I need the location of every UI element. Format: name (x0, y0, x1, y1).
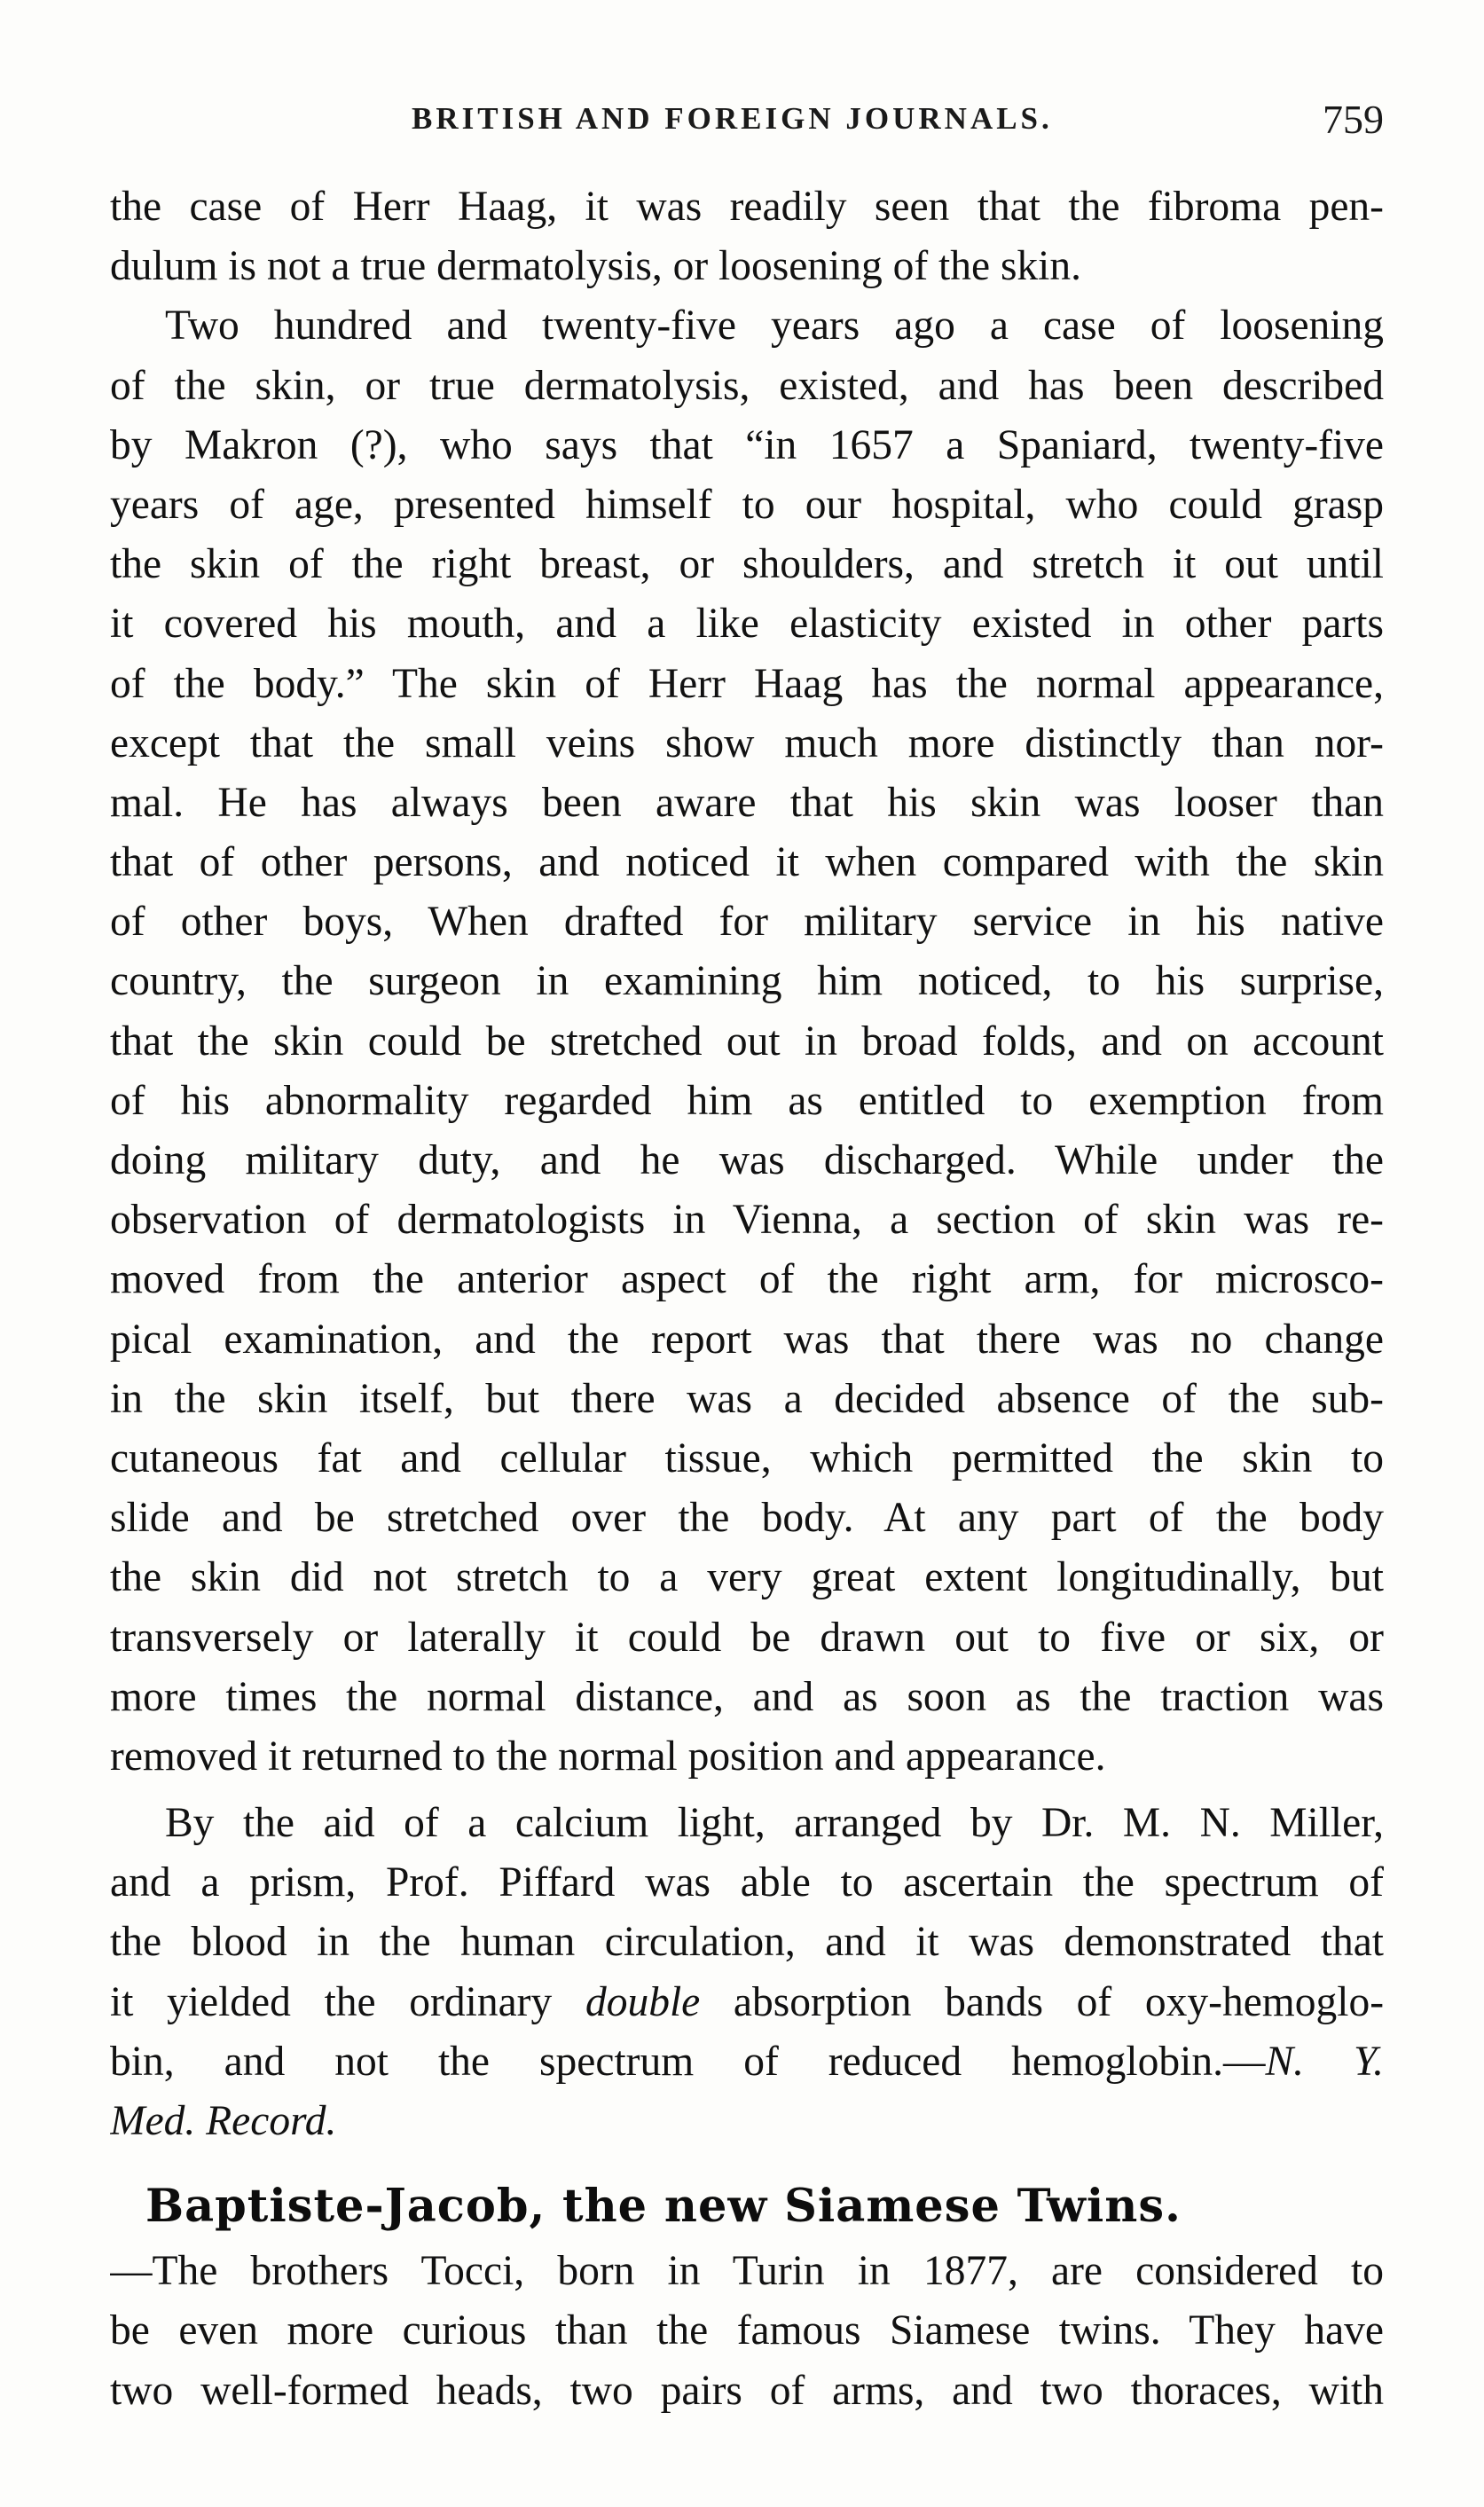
text-line: of the body.” The skin of Herr Haag has the normal appearance, (110, 660, 1384, 707)
text-line: of other boys, When drafted for military service in his native (110, 899, 1384, 946)
text-segment: bin, and not the spectrum of reduced hemoglobin.— (110, 2038, 1266, 2085)
text-line: two well-formed heads, two pairs of arms, and two thoraces, with (110, 2367, 1384, 2414)
text-line: mal. He has always been aware that his skin was looser than (110, 779, 1384, 826)
running-head (110, 96, 1384, 149)
text-line: the case of Herr Haag, it was readily seen that the fibroma pen- (110, 184, 1384, 230)
text-line: of his abnormality regarded him as entitled to exemption from (110, 1077, 1384, 1124)
text-segment: it yielded the ordinary (110, 1978, 553, 2025)
paragraph-end-line: removed it returned to the normal position and appearance. (110, 1733, 1106, 1780)
text-line: pical examination, and the report was that there was no change (110, 1316, 1384, 1363)
text-line: cutaneous fat and cellular tissue, which permitted the skin to (110, 1434, 1384, 1481)
article-body (110, 177, 1384, 2421)
text-line: the skin did not stretch to a very great extent longitudinally, but (110, 1554, 1384, 1601)
article-headline: Baptiste-Jacob, the new Siamese Twins. (145, 2180, 1182, 2234)
text-line: of the skin, or true dermatolysis, existed, and has been described (110, 362, 1384, 409)
text-line: observation of dermatologists in Vienna, a section of skin was re- (110, 1197, 1384, 1244)
citation-line (110, 2032, 1384, 2092)
text-line: country, the surgeon in examining him noticed, to his surprise, (110, 958, 1384, 1005)
text-segment: absorption bands of oxy-hemoglo- (733, 1978, 1384, 2025)
citation-line (110, 2092, 1384, 2151)
text-line: it covered his mouth, and a like elasticity existed in other parts (110, 601, 1384, 648)
text-line: in the skin itself, but there was a decided absence of the sub- (110, 1375, 1384, 1422)
paragraph-start-line: By the aid of a calcium light, arranged by Dr. M. N. Miller, (165, 1800, 1384, 1847)
journal-citation: N. Y. (1265, 2038, 1384, 2085)
emphasized-word: double (585, 1978, 701, 2025)
text-line: and a prism, Prof. Piffard was able to ascertain the spectrum of (110, 1859, 1384, 1906)
text-line: the skin of the right breast, or shoulders, and stretch it out until (110, 541, 1384, 588)
text-line: by Makron (?), who says that “in 1657 a Spaniard, twenty-five (110, 421, 1384, 468)
journal-title: BRITISH AND FOREIGN JOURNALS. (412, 101, 1053, 136)
text-line: be even more curious than the famous Siamese twins. They have (110, 2307, 1384, 2354)
text-line: doing military duty, and he was discharged. While under the (110, 1137, 1384, 1183)
text-line: that of other persons, and noticed it when compared with the skin (110, 839, 1384, 886)
journal-citation: Med. Record. (110, 2098, 337, 2144)
page-number: 759 (1323, 97, 1384, 142)
text-line: slide and be stretched over the body. At any part of the body (110, 1495, 1384, 1542)
text-line: years of age, presented himself to our hospital, who could grasp (110, 481, 1384, 528)
paragraph-start-line: Two hundred and twenty-five years ago a case of loosening (165, 303, 1384, 350)
text-line: the blood in the human circulation, and it was demonstrated that (110, 1919, 1384, 1966)
text-line: —The brothers Tocci, born in Turin in 1877, are considered to (110, 2248, 1384, 2295)
text-line: moved from the anterior aspect of the right arm, for microsco- (110, 1256, 1384, 1303)
text-line: more times the normal distance, and as soon as the traction was (110, 1673, 1384, 1720)
text-line: transversely or laterally it could be drawn out to five or six, or (110, 1614, 1384, 1661)
text-line: except that the small veins show much more distinctly than nor- (110, 719, 1384, 766)
text-line: that the skin could be stretched out in broad folds, and on account (110, 1018, 1384, 1065)
paragraph-end-line: dulum is not a true dermatolysis, or loosening of the skin. (110, 243, 1082, 290)
text-line-with-emphasis (110, 1973, 1384, 2032)
